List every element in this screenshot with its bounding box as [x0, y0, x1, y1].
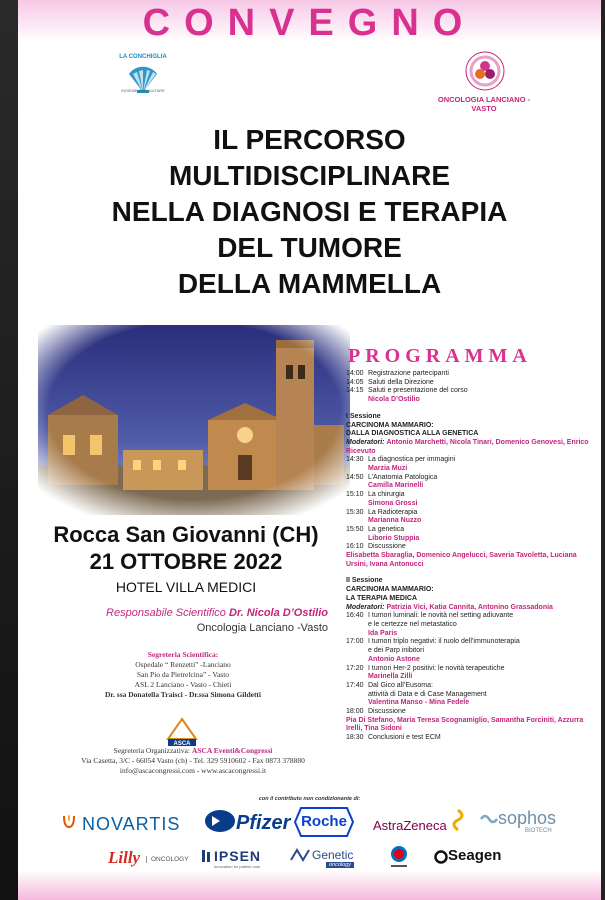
program-item [346, 612, 598, 621]
ipsen-logo: IPSEN [214, 848, 262, 864]
sophos-logo: sophos [498, 808, 557, 828]
session-title: LA TERAPIA MEDICA [346, 594, 418, 602]
pfizer-pill-icon [204, 808, 236, 834]
moderators-names: Antonio Marchetti, Nicola Tinari, Domenico Genovesi, Enrico Ricevuto [346, 438, 589, 455]
program-speaker-row [346, 699, 598, 708]
programma-title: PROGRAMMA [348, 345, 532, 367]
la-conchiglia-tagline: INSIEME PER AIUTARE [121, 88, 165, 93]
program-item-cont [346, 621, 598, 630]
program-time: 14:30 [346, 456, 364, 464]
program-time: 17:20 [346, 664, 364, 672]
main-title [18, 122, 601, 302]
program-item [346, 370, 598, 379]
program-item [346, 734, 598, 743]
moderators-names: Patrizia Vici, Katia Cannita, Antonino Grassadonia [386, 603, 553, 611]
program-item [346, 379, 598, 388]
segreteria-organizzativa [58, 746, 328, 776]
segreteria-organizzativa-address: Via Casetta, 3/C - 66054 Vasto (ch) - Tel. 329 5910602 - Fax 0873 378880 [81, 756, 305, 765]
program-item-cont [346, 691, 598, 700]
novartis-logo: NOVARTIS [82, 814, 181, 834]
program-speaker: Valentina Manso - Mina Fedele [368, 699, 470, 707]
lilly-logo: Lilly [108, 848, 141, 867]
program-speaker-row [346, 482, 598, 491]
programma-list [346, 370, 598, 743]
oncologia-emblem-icon [464, 50, 506, 92]
program-time: 18:30 [346, 734, 364, 742]
novartis-flame-icon [60, 812, 78, 830]
program-item [346, 682, 598, 691]
program-speaker: Antonio Astone [368, 655, 420, 663]
roche-logo: Roche [301, 813, 347, 830]
oncologia-label: ONCOLOGIA LANCIANO - VASTO [437, 95, 531, 113]
program-text: Registrazione partecipanti [368, 370, 449, 377]
program-item [346, 543, 598, 552]
program-speaker-row [346, 535, 598, 544]
program-speaker-row [346, 500, 598, 509]
poster-header-title: CONVEGNO [142, 2, 477, 44]
exact-sciences-mark-icon [290, 848, 312, 862]
right-backdrop [601, 0, 605, 900]
program-item [346, 456, 598, 465]
program-speaker-row [346, 517, 598, 526]
seagen-circle-icon [434, 850, 448, 864]
program-time: 14:05 [346, 378, 364, 386]
scientific-responsible [88, 607, 328, 619]
program-time: 15:50 [346, 525, 364, 533]
program-item [346, 526, 598, 535]
program-speaker-row [346, 630, 598, 639]
ipsen-tagline: Innovation for patient care [214, 864, 261, 869]
program-item [346, 387, 598, 396]
segreteria-organizzativa-org: ASCA Eventi&Congressi [191, 746, 273, 755]
la-conchiglia-name: LA CONCHIGLIA [119, 54, 167, 60]
sponsors-label: con il contributo non condizionante di: [258, 796, 361, 802]
program-text: Saluti e presentazione del corso [368, 387, 468, 395]
scientific-responsible-org: Oncologia Lanciano -Vasto [196, 622, 328, 634]
program-item [346, 509, 598, 518]
program-text: La genetica [368, 525, 405, 533]
main-title-line: MULTIDISCIPLINARE [168, 160, 451, 191]
main-title-line: IL PERCORSO [213, 124, 406, 155]
program-speaker-row [346, 656, 598, 665]
program-text: Discussione [368, 543, 406, 551]
program-text: I tumori Her-2 positivi: le novità terapeutiche [368, 664, 505, 672]
sophos-wave-icon [480, 812, 498, 826]
asca-logo [162, 717, 202, 747]
segreteria-scientifica-line: ASL 2 Lanciano - Vasto - Chieti [134, 680, 232, 689]
program-speaker: Marinella Zilli [368, 673, 413, 681]
program-item [346, 665, 598, 674]
program-time: 14:50 [346, 473, 364, 481]
program-speaker: Ida Paris [368, 629, 398, 637]
segreteria-scientifica [68, 650, 298, 700]
poster [18, 0, 601, 900]
event-date: 21 OTTOBRE 2022 [89, 549, 283, 574]
main-title-line: DEL TUMORE [217, 232, 402, 263]
program-text: e le certezze nel metastatico [368, 620, 457, 628]
program-speaker: Marianna Nuzzo [368, 517, 422, 525]
event-venue: HOTEL VILLA MEDICI [115, 579, 257, 595]
session-moderators [346, 439, 598, 456]
program-text: Saluti della Direzione [368, 378, 434, 386]
session-label: I Sessione [346, 412, 381, 420]
moderators-label: Moderatori: [346, 438, 385, 446]
bottom-gradient-band [18, 870, 601, 900]
program-text: Conclusioni e test ECM [368, 734, 441, 742]
main-title-line: NELLA DIAGNOSI E TERAPIA [111, 196, 508, 227]
program-speaker: Pia Di Stefano, Maria Teresa Scognamiglio, Samantha Forciniti, Azzurra Irelli, Tina Sidoni [346, 716, 584, 733]
program-text: La chirurgia [368, 491, 405, 499]
program-time: 17:00 [346, 638, 364, 646]
program-speaker: Nicola D’Ostilio [368, 396, 420, 404]
genetic-logo: Genetic [312, 848, 354, 862]
program-text: Discussione [368, 708, 406, 716]
program-item [346, 708, 598, 717]
astrazeneca-swirl-icon [448, 808, 468, 832]
pfizer-logo: Pfizer [236, 812, 291, 834]
daiichi-sankyo-logo-icon [386, 844, 412, 870]
session-label: II Sessione [346, 577, 383, 585]
program-text: La diagnostica per immagini [368, 456, 456, 464]
program-speaker: Marzia Muzi [368, 465, 408, 473]
program-item [346, 474, 598, 483]
program-text: L’Anatomia Patologica [368, 473, 438, 481]
seagen-logo: Seagen [448, 847, 502, 864]
session-title: CARCINOMA MAMMARIO: [346, 421, 434, 429]
scientific-responsible-label: Responsabile Scientifico [106, 607, 226, 619]
program-text: e dei Parp inibitori [368, 647, 425, 655]
asca-logo-text: ASCA [173, 741, 191, 747]
program-speaker: Elisabetta Sbaraglia, Domenico Angelucci, Saveria Tavoletta, Luciana Ursini, Ivana Antonucci [346, 552, 577, 568]
segreteria-scientifica-line: San Pio da Pietrelcina” - Vasto [136, 670, 230, 679]
program-speaker: Simona Grossi [368, 499, 418, 507]
moderators-label: Moderatori: [346, 603, 385, 611]
program-time: 16:40 [346, 612, 364, 620]
program-time: 17:40 [346, 681, 364, 689]
main-title-line: DELLA MAMMELLA [177, 268, 442, 299]
event-place: Rocca San Giovanni (CH) [53, 522, 319, 547]
session-title: DALLA DIAGNOSTICA ALLA GENETICA [346, 430, 479, 438]
program-text: I tumori luminali: le novità nel setting adiuvante [368, 612, 514, 620]
program-speaker: Liborio Stuppia [368, 534, 420, 542]
program-speaker-row [346, 465, 598, 474]
program-text: Dal Gico all’Eusoma: [368, 681, 433, 689]
program-speaker: Camilla Marinelli [368, 482, 424, 490]
segreteria-scientifica-heading: Segreteria Scientifica: [147, 650, 219, 659]
program-time: 15:10 [346, 491, 364, 499]
lilly-oncology-label: ONCOLOGY [146, 856, 189, 863]
session-title: CARCINOMA MAMMARIO: [346, 586, 434, 594]
program-time: 18:00 [346, 708, 364, 716]
program-item [346, 491, 598, 500]
program-text: La Radioterapia [368, 508, 418, 516]
program-time: 16:10 [346, 543, 364, 551]
program-time: 14:15 [346, 387, 364, 395]
segreteria-organizzativa-heading [58, 746, 328, 756]
program-time: 14:00 [346, 370, 364, 377]
program-text: I tumori triplo negativi: il ruolo dell’immunoterapia [368, 638, 520, 646]
program-item-cont [346, 647, 598, 656]
sophos-subtitle: BIOTECH [525, 828, 552, 834]
segreteria-organizzativa-label: Segreteria Organizzativa: [113, 746, 190, 755]
astrazeneca-logo: AstraZeneca [373, 818, 447, 833]
segreteria-scientifica-line: Ospedale “ Renzetti” -Lanciano [135, 660, 231, 669]
segreteria-organizzativa-contacts: info@ascacongressi.com - www.ascacongressi.it [119, 766, 267, 775]
session-moderators [346, 604, 598, 613]
scientific-responsible-name: Dr. Nicola D’Ostilio [228, 607, 328, 619]
segreteria-scientifica-names: Dr. ssa Donatella Traisci - Dr.ssa Simona Gildetti [104, 690, 262, 699]
program-text: attività di Data e di Case Management [368, 690, 487, 698]
town-night-photo [38, 325, 350, 515]
program-speaker-row [346, 396, 598, 405]
ipsen-mark-icon [200, 848, 212, 864]
program-speaker-row [346, 673, 598, 682]
left-backdrop [0, 0, 18, 900]
genetic-oncology-label: oncology [326, 862, 354, 868]
program-time: 15:30 [346, 508, 364, 516]
program-item [346, 638, 598, 647]
